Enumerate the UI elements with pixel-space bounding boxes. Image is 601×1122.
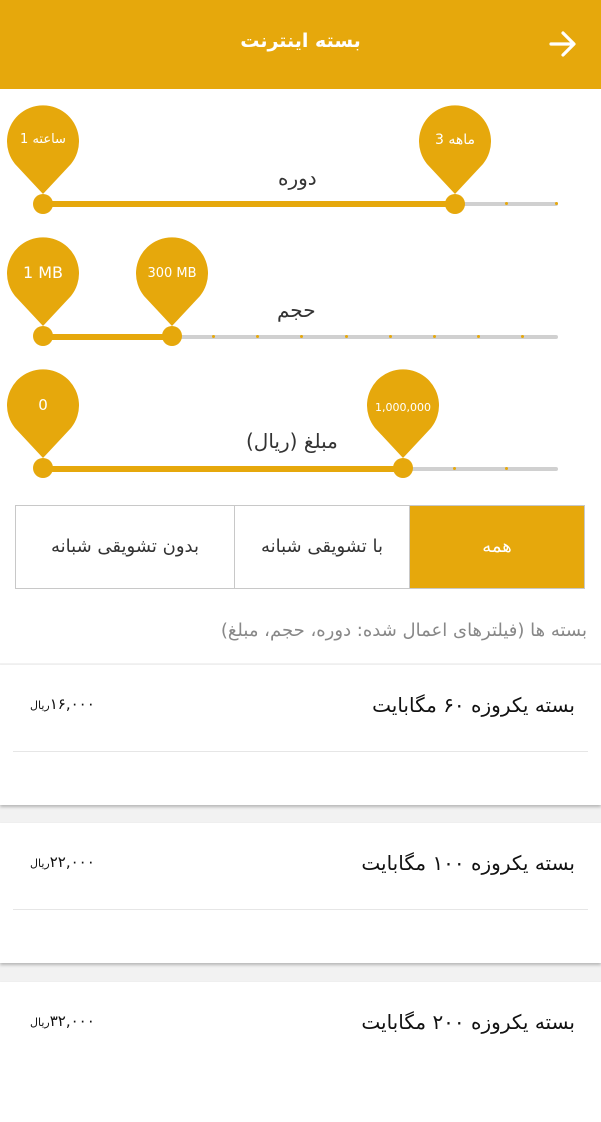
- package-name: بسته یکروزه ۶۰ مگابایت: [372, 693, 575, 717]
- duration-tick: [555, 202, 558, 205]
- volume-tick: [477, 335, 480, 338]
- tab-all[interactable]: همه: [410, 506, 584, 588]
- price-min-bubble: 0: [7, 368, 79, 460]
- package-card[interactable]: [0, 982, 601, 1122]
- volume-label: حجم: [277, 298, 316, 322]
- price-max-bubble: 1,000,000: [367, 368, 439, 460]
- package-price: ۱۶,۰۰۰ریال: [30, 695, 95, 713]
- price-tick: [505, 467, 508, 470]
- list-caption: بسته ها (فیلترهای اعمال شده: دوره، حجم، مبلغ): [220, 620, 587, 641]
- volume-fill: [43, 334, 172, 340]
- price-label: مبلغ (ریال): [246, 429, 338, 453]
- package-name: بسته یکروزه ۲۰۰ مگابایت: [361, 1010, 575, 1034]
- volume-tick: [345, 335, 348, 338]
- price-min-handle[interactable]: [33, 458, 53, 478]
- divider: [13, 909, 588, 910]
- tab-without-night-bonus[interactable]: بدون تشویقی شبانه: [16, 506, 235, 588]
- volume-tick: [433, 335, 436, 338]
- duration-tick: [505, 202, 508, 205]
- package-name: بسته یکروزه ۱۰۰ مگابایت: [361, 851, 575, 875]
- tab-with-night-bonus[interactable]: با تشویقی شبانه: [235, 506, 410, 588]
- app-bar: [0, 0, 601, 89]
- package-price: ۲۲,۰۰۰ریال: [30, 853, 95, 871]
- duration-max-bubble: 3 ماهه: [419, 104, 491, 196]
- price-max-handle[interactable]: [393, 458, 413, 478]
- package-type-tabs: [15, 505, 585, 589]
- price-fill: [43, 466, 403, 472]
- package-card[interactable]: [0, 823, 601, 963]
- divider: [13, 751, 588, 752]
- volume-max-bubble: 300 MB: [136, 236, 208, 328]
- volume-tick: [300, 335, 303, 338]
- volume-min-bubble: 1 MB: [7, 236, 79, 328]
- package-price: ۳۲,۰۰۰ریال: [30, 1012, 95, 1030]
- volume-min-handle[interactable]: [33, 326, 53, 346]
- duration-max-handle[interactable]: [445, 194, 465, 214]
- volume-tick: [212, 335, 215, 338]
- package-card[interactable]: [0, 665, 601, 805]
- volume-tick: [521, 335, 524, 338]
- volume-tick: [389, 335, 392, 338]
- duration-min-bubble: 1 ساعته: [7, 104, 79, 196]
- volume-tick: [256, 335, 259, 338]
- volume-max-handle[interactable]: [162, 326, 182, 346]
- duration-fill: [43, 201, 455, 207]
- arrow-right-icon[interactable]: [547, 28, 579, 60]
- price-tick: [453, 467, 456, 470]
- duration-label: دوره: [278, 166, 317, 190]
- duration-min-handle[interactable]: [33, 194, 53, 214]
- page-title: بسته اینترنت: [240, 30, 361, 52]
